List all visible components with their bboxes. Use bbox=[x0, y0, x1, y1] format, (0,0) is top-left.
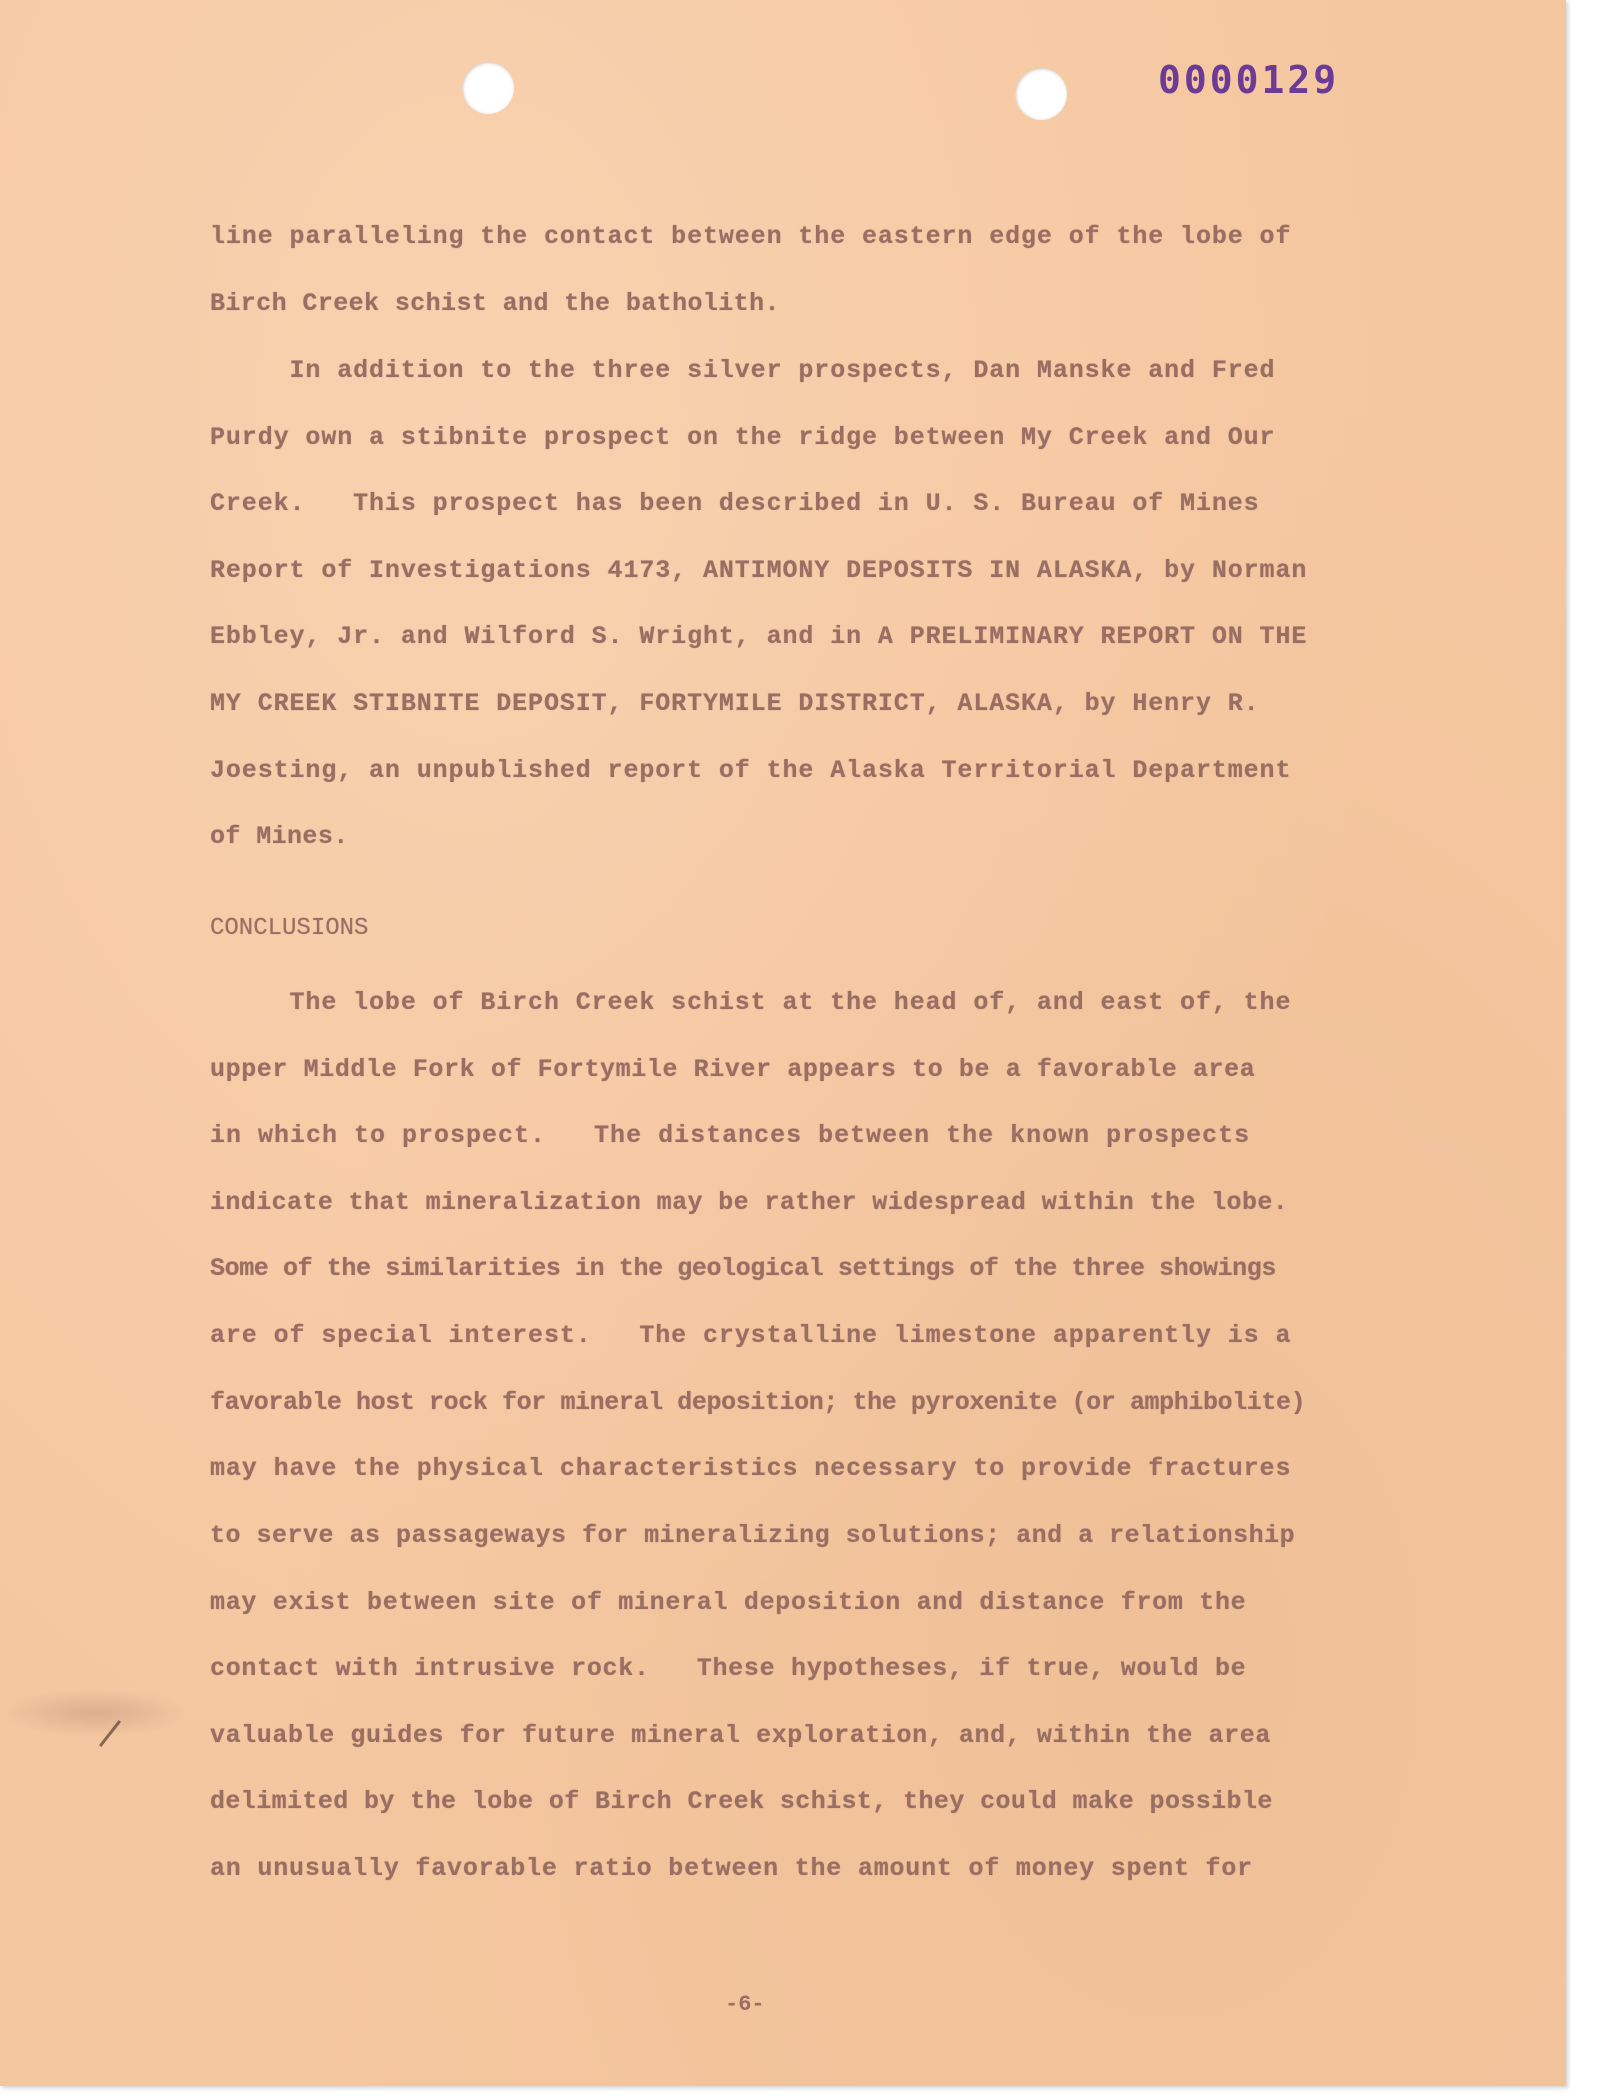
body-line: Report of Investigations 4173, ANTIMONY DEPOSITS IN ALASKA, by Norman bbox=[210, 556, 1308, 585]
conclusion-line: to serve as passageways for mineralizing solutions; and a relationship bbox=[210, 1521, 1296, 1550]
body-line: Birch Creek schist and the batholith. bbox=[210, 289, 780, 318]
body-line: MY CREEK STIBNITE DEPOSIT, FORTYMILE DISTRICT, ALASKA, by Henry R. bbox=[210, 689, 1260, 718]
conclusion-line: may have the physical characteristics necessary to provide fractures bbox=[210, 1454, 1292, 1483]
body-line: of Mines. bbox=[210, 822, 349, 851]
section-heading: CONCLUSIONS bbox=[210, 915, 369, 942]
conclusion-line: The lobe of Birch Creek schist at the head of, and east of, the bbox=[210, 988, 1292, 1017]
page-number: -6- bbox=[725, 1992, 765, 2017]
body-line: Joesting, an unpublished report of the Alaska Territorial Department bbox=[210, 756, 1292, 785]
body-line: Creek. This prospect has been described in U. S. Bureau of Mines bbox=[210, 489, 1260, 518]
punch-hole-left bbox=[462, 62, 514, 114]
body-line: line paralleling the contact between the eastern edge of the lobe of bbox=[210, 222, 1292, 251]
body-line: Purdy own a stibnite prospect on the ridge between My Creek and Our bbox=[210, 423, 1276, 452]
conclusion-line: upper Middle Fork of Fortymile River appears to be a favorable area bbox=[210, 1055, 1256, 1084]
smudge-mark bbox=[0, 1688, 190, 1738]
conclusion-line: indicate that mineralization may be rather widespread within the lobe. bbox=[210, 1188, 1289, 1217]
document-stamp-number: 0000129 bbox=[1158, 58, 1340, 102]
conclusion-line: favorable host rock for mineral deposition; the pyroxenite (or amphibolite) bbox=[210, 1388, 1306, 1417]
conclusion-line: valuable guides for future mineral exploration, and, within the area bbox=[210, 1721, 1271, 1750]
body-line: Ebbley, Jr. and Wilford S. Wright, and in A PRELIMINARY REPORT ON THE bbox=[210, 622, 1308, 651]
conclusion-line: are of special interest. The crystalline limestone apparently is a bbox=[210, 1321, 1292, 1350]
conclusion-line: contact with intrusive rock. These hypotheses, if true, would be bbox=[210, 1654, 1247, 1683]
conclusion-line: delimited by the lobe of Birch Creek schist, they could make possible bbox=[210, 1787, 1273, 1816]
body-line: In addition to the three silver prospects, Dan Manske and Fred bbox=[210, 356, 1276, 385]
conclusion-line: Some of the similarities in the geological settings of the three showings bbox=[210, 1254, 1276, 1283]
conclusion-line: may exist between site of mineral deposition and distance from the bbox=[210, 1588, 1247, 1617]
conclusion-line: an unusually favorable ratio between the amount of money spent for bbox=[210, 1854, 1253, 1883]
conclusion-line: in which to prospect. The distances between the known prospects bbox=[210, 1121, 1251, 1150]
punch-hole-right bbox=[1015, 68, 1067, 120]
